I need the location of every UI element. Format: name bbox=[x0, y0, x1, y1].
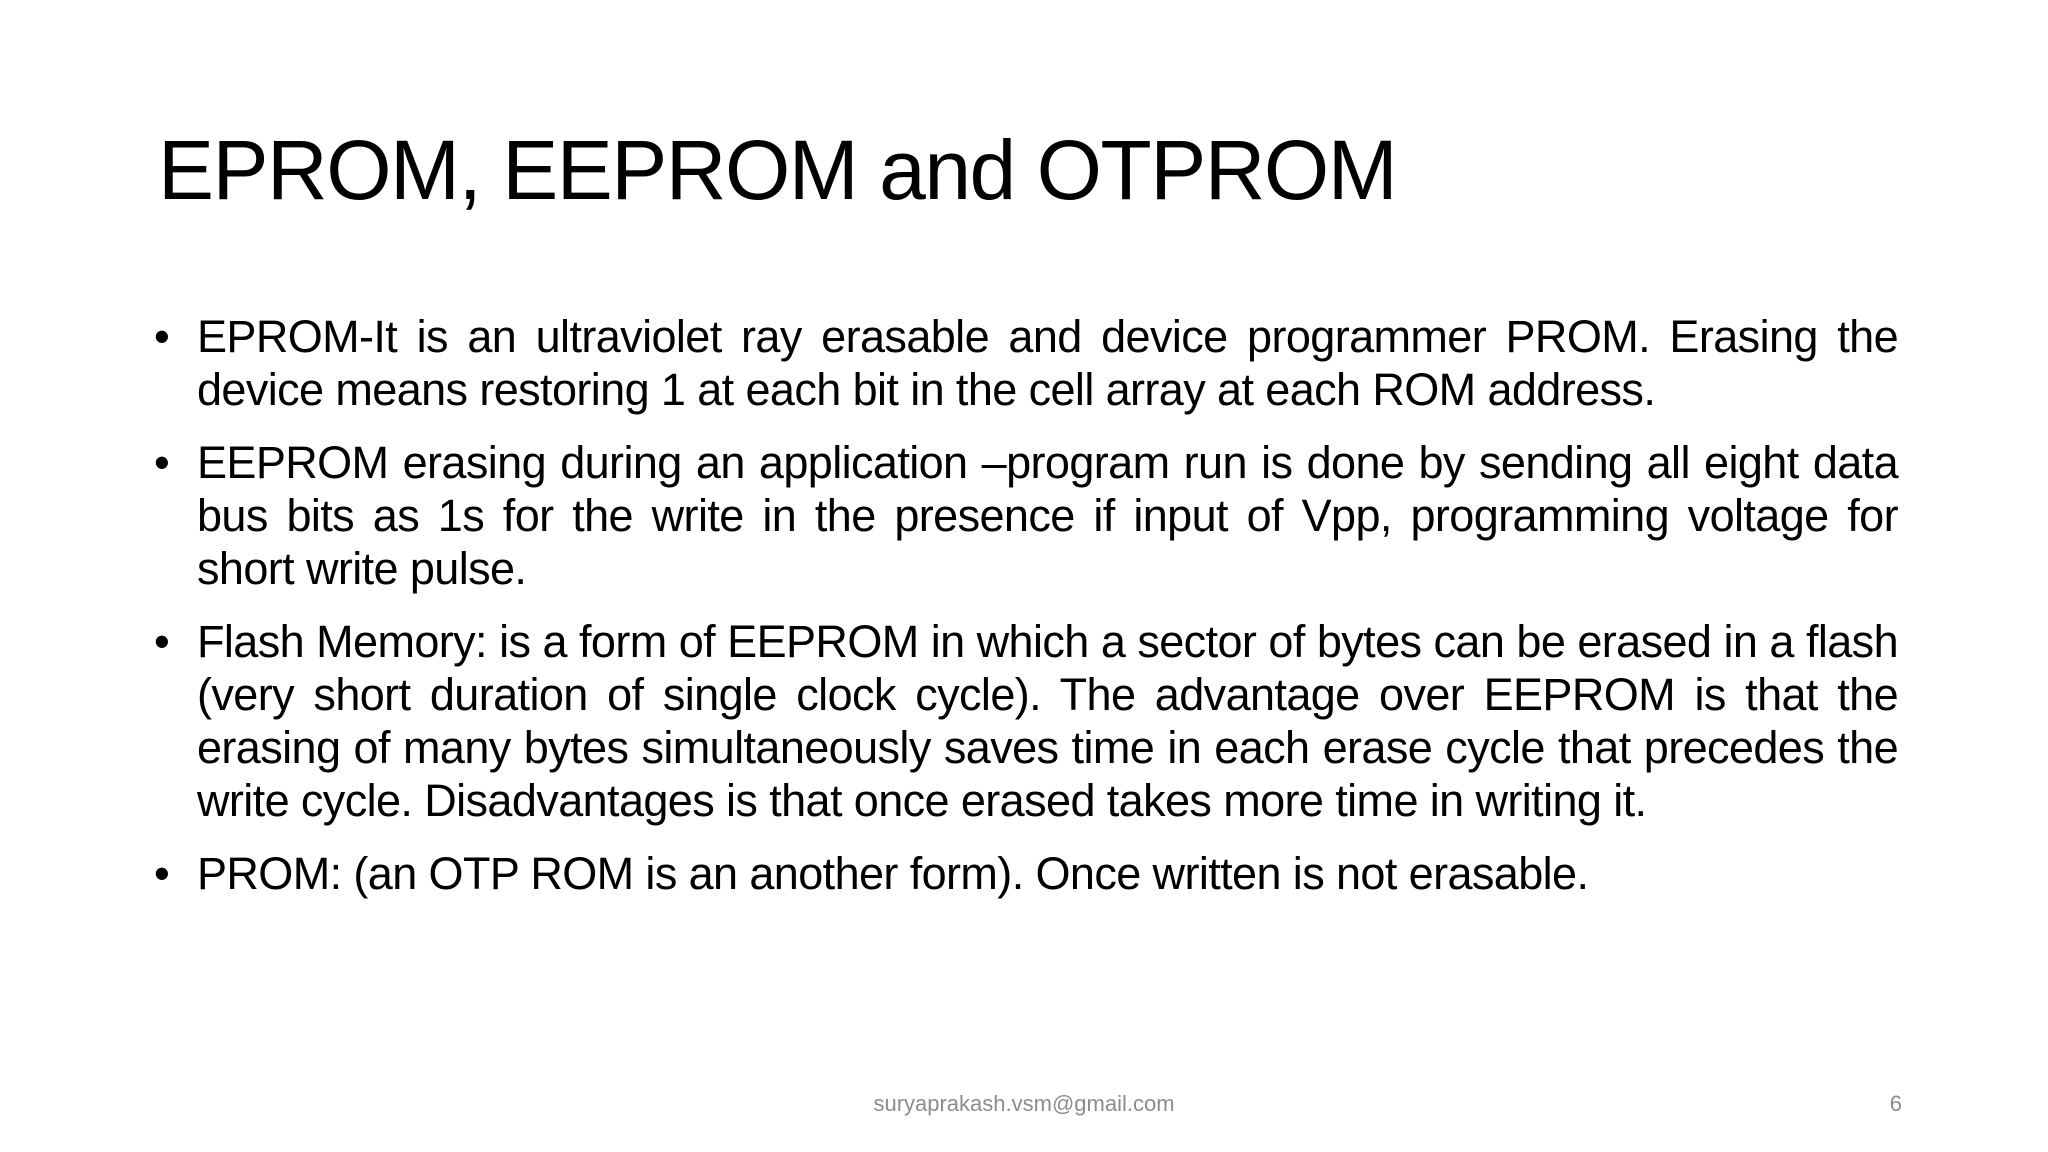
bullet-text: PROM: (an OTP ROM is an another form). Once written is not erasable. bbox=[197, 848, 1589, 899]
bullet-dot-icon: • bbox=[154, 616, 170, 667]
bullet-text: EPROM-It is an ultraviolet ray erasable and device programmer PROM. Erasing the device means restoring 1 at each bit in the cell array at each ROM address. bbox=[197, 311, 1898, 415]
bullet-item-flash-memory bbox=[152, 615, 1898, 827]
bullet-text: EEPROM erasing during an application –program run is done by sending all eight data bus bits as 1s for the write in the presence if input of Vpp, programming voltage for short write pulse. bbox=[197, 437, 1898, 594]
bullet-text: Flash Memory: is a form of EEPROM in which a sector of bytes can be erased in a flash (very short duration of single clock cycle). The advantage over EEPROM is that the erasing of many bytes simultaneously saves time in each erase cycle that precedes the write cycle. Disadvantages is that once erased takes more time in writing it. bbox=[197, 616, 1898, 826]
bullet-dot-icon: • bbox=[154, 437, 170, 488]
footer-email: suryaprakash.vsm@gmail.com bbox=[873, 1091, 1175, 1116]
bullet-list bbox=[152, 310, 1898, 920]
bullet-item-eprom bbox=[152, 310, 1898, 416]
bullet-dot-icon: • bbox=[154, 311, 170, 362]
page-number: 6 bbox=[1889, 1091, 1902, 1116]
bullet-item-eeprom bbox=[152, 436, 1898, 595]
bullet-dot-icon: • bbox=[154, 848, 170, 899]
slide-title: EPROM, EEPROM and OTPROM bbox=[158, 123, 1397, 217]
bullet-item-prom bbox=[152, 847, 1898, 900]
